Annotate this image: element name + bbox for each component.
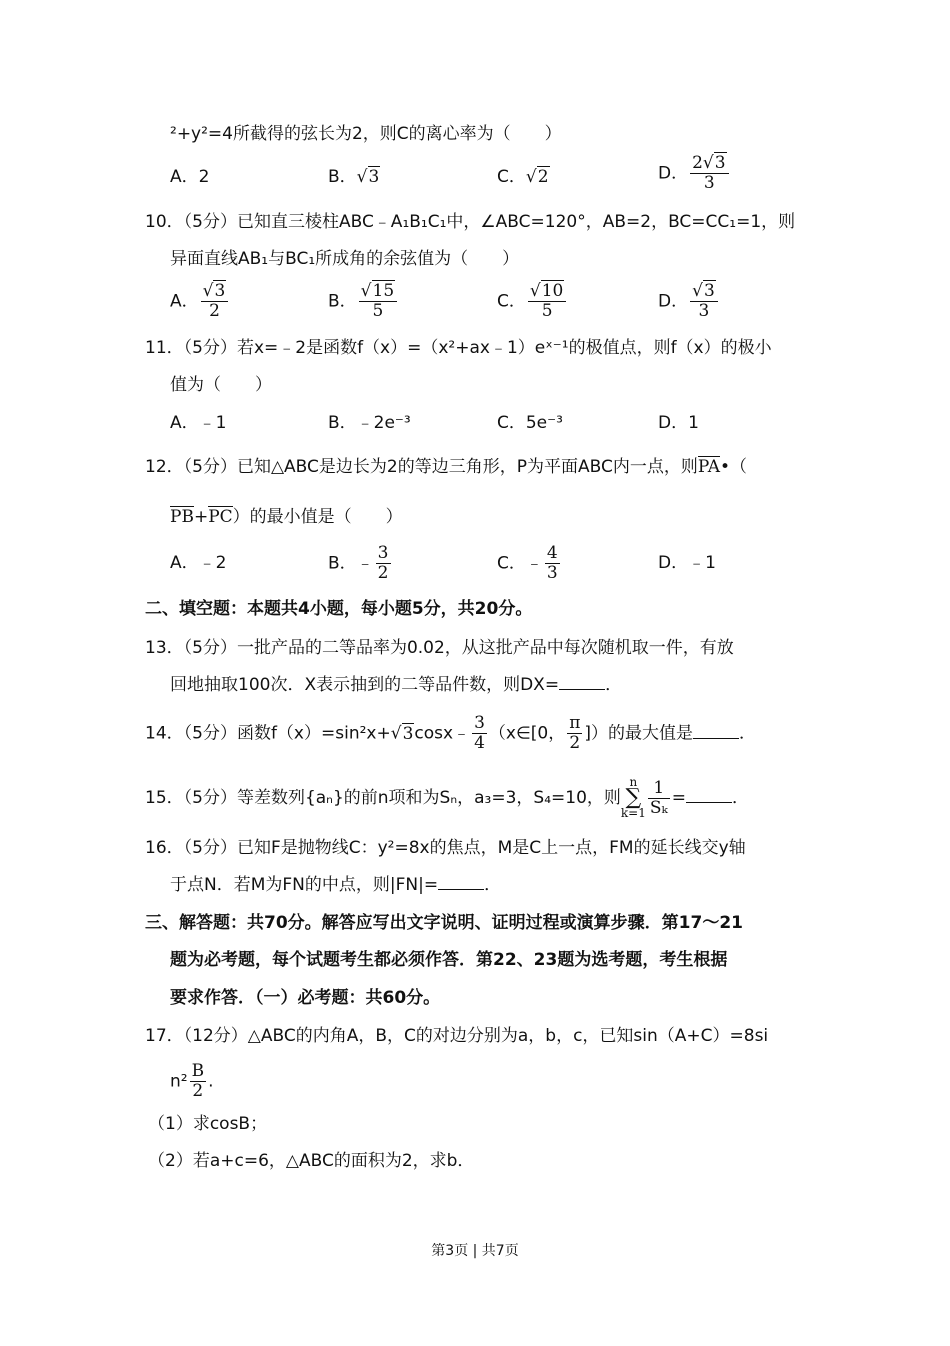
q10-stem-line1: 10．（5分）已知直三棱柱ABC﹣A₁B₁C₁中，∠ABC=120°，AB=2，BC=CC₁=1，则 [145,212,796,232]
q13-stem-line2: 回地抽取100次．X表示抽到的二等品件数，则DX= ． [170,675,623,695]
section-3-heading-line1: 三、解答题：共70分。解答应写出文字说明、证明过程或演算步骤．第17～21 [145,913,743,933]
answer-blank [686,786,732,803]
q12-stem-line2: PB+PC）的最小值是（ ） [170,507,403,527]
q17-part-2: （2）若a+c=6，△ABC的面积为2，求b． [148,1151,475,1171]
q11-option-b: B．﹣2e⁻³ [328,413,411,433]
section-2-heading: 二、填空题：本题共4小题，每小题5分，共20分。 [145,599,533,619]
q9-option-a: A．2 [170,167,210,187]
section-3-heading-line3: 要求作答．（一）必考题：共60分。 [170,988,441,1008]
q11-stem-line2: 值为（ ） [170,375,272,395]
q11-stem-line1: 11．（5分）若x=﹣2是函数f（x）=（x²+ax﹣1）eˣ⁻¹的极值点，则f（x）的极小 [145,338,772,358]
q10-option-a: A． $\frac{√3}{2}$ [170,282,230,321]
q15-stem: 15．（5分）等差数列{aₙ}的前n项和为Sₙ，a₃=3，S₄=10，则n ∑ k=1 $\frac{1}{\text{Sₖ}}$ = ． [145,775,749,820]
q10-option-c: C． $\frac{√10}{5}$ [497,282,568,321]
q17-stem-line1: 17．（12分）△ABC的内角A，B，C的对边分别为a，b，c，已知sin（A+C）=8si [145,1026,769,1046]
q12-option-d: D．﹣1 [658,553,716,573]
q11-option-d: D．1 [658,413,699,433]
q10-option-b: B． $\frac{√15}{5}$ [328,282,399,321]
q9-option-c: C．√2 [497,167,549,187]
q12-option-b: B．﹣ $\frac{3}{2}$ [328,543,389,583]
q12-stem-line1: 12．（5分）已知△ABC是边长为2的等边三角形，P为平面ABC内一点，则PA•（ [145,457,748,477]
q14-stem: 14．（5分）函数f（x）=sin²x+√3cosx﹣ $\frac{3}{4}$ （x∈[0， $\frac{\pi}{2}$ ]）的最大值是 ． [145,713,757,753]
q17-part-1: （1）求cosB； [148,1114,268,1134]
q11-option-a: A．﹣1 [170,413,227,433]
vector-pa: PA [697,457,720,477]
q9-option-b: B．√3 [328,167,380,187]
q17-stem-line2: n² $\frac{B}{2}$ . [170,1061,214,1101]
q16-stem-line1: 16．（5分）已知F是抛物线C：y²=8x的焦点，M是C上一点，FM的延长线交y轴 [145,838,746,858]
q9-stem: ²+y²=4所截得的弦长为2，则C的离心率为（ ） [170,124,562,144]
q16-stem-line2: 于点N．若M为FN的中点，则|FN|= ． [170,875,502,895]
q12-option-a: A．﹣2 [170,553,227,573]
answer-blank [559,673,605,690]
answer-blank [438,873,484,890]
q9-option-d: D． $\frac{2√3}{3}$ [658,154,731,193]
vector-pb: PB [170,507,194,527]
section-3-heading-line2: 题为必考题，每个试题考生都必须作答．第22、23题为选考题，考生根据 [170,950,728,970]
vector-pc: PC [208,507,233,527]
page-footer: 第3页 | 共7页 [431,1243,519,1259]
q10-stem-line2: 异面直线AB₁与BC₁所成角的余弦值为（ ） [170,249,520,269]
q11-option-c: C．5e⁻³ [497,413,563,433]
q12-option-c: C．﹣ $\frac{4}{3}$ [497,543,558,583]
q10-option-d: D． $\frac{√3}{3}$ [658,282,720,321]
answer-blank [693,722,739,739]
q13-stem-line1: 13．（5分）一批产品的二等品率为0.02，从这批产品中每次随机取一件，有放 [145,638,734,658]
